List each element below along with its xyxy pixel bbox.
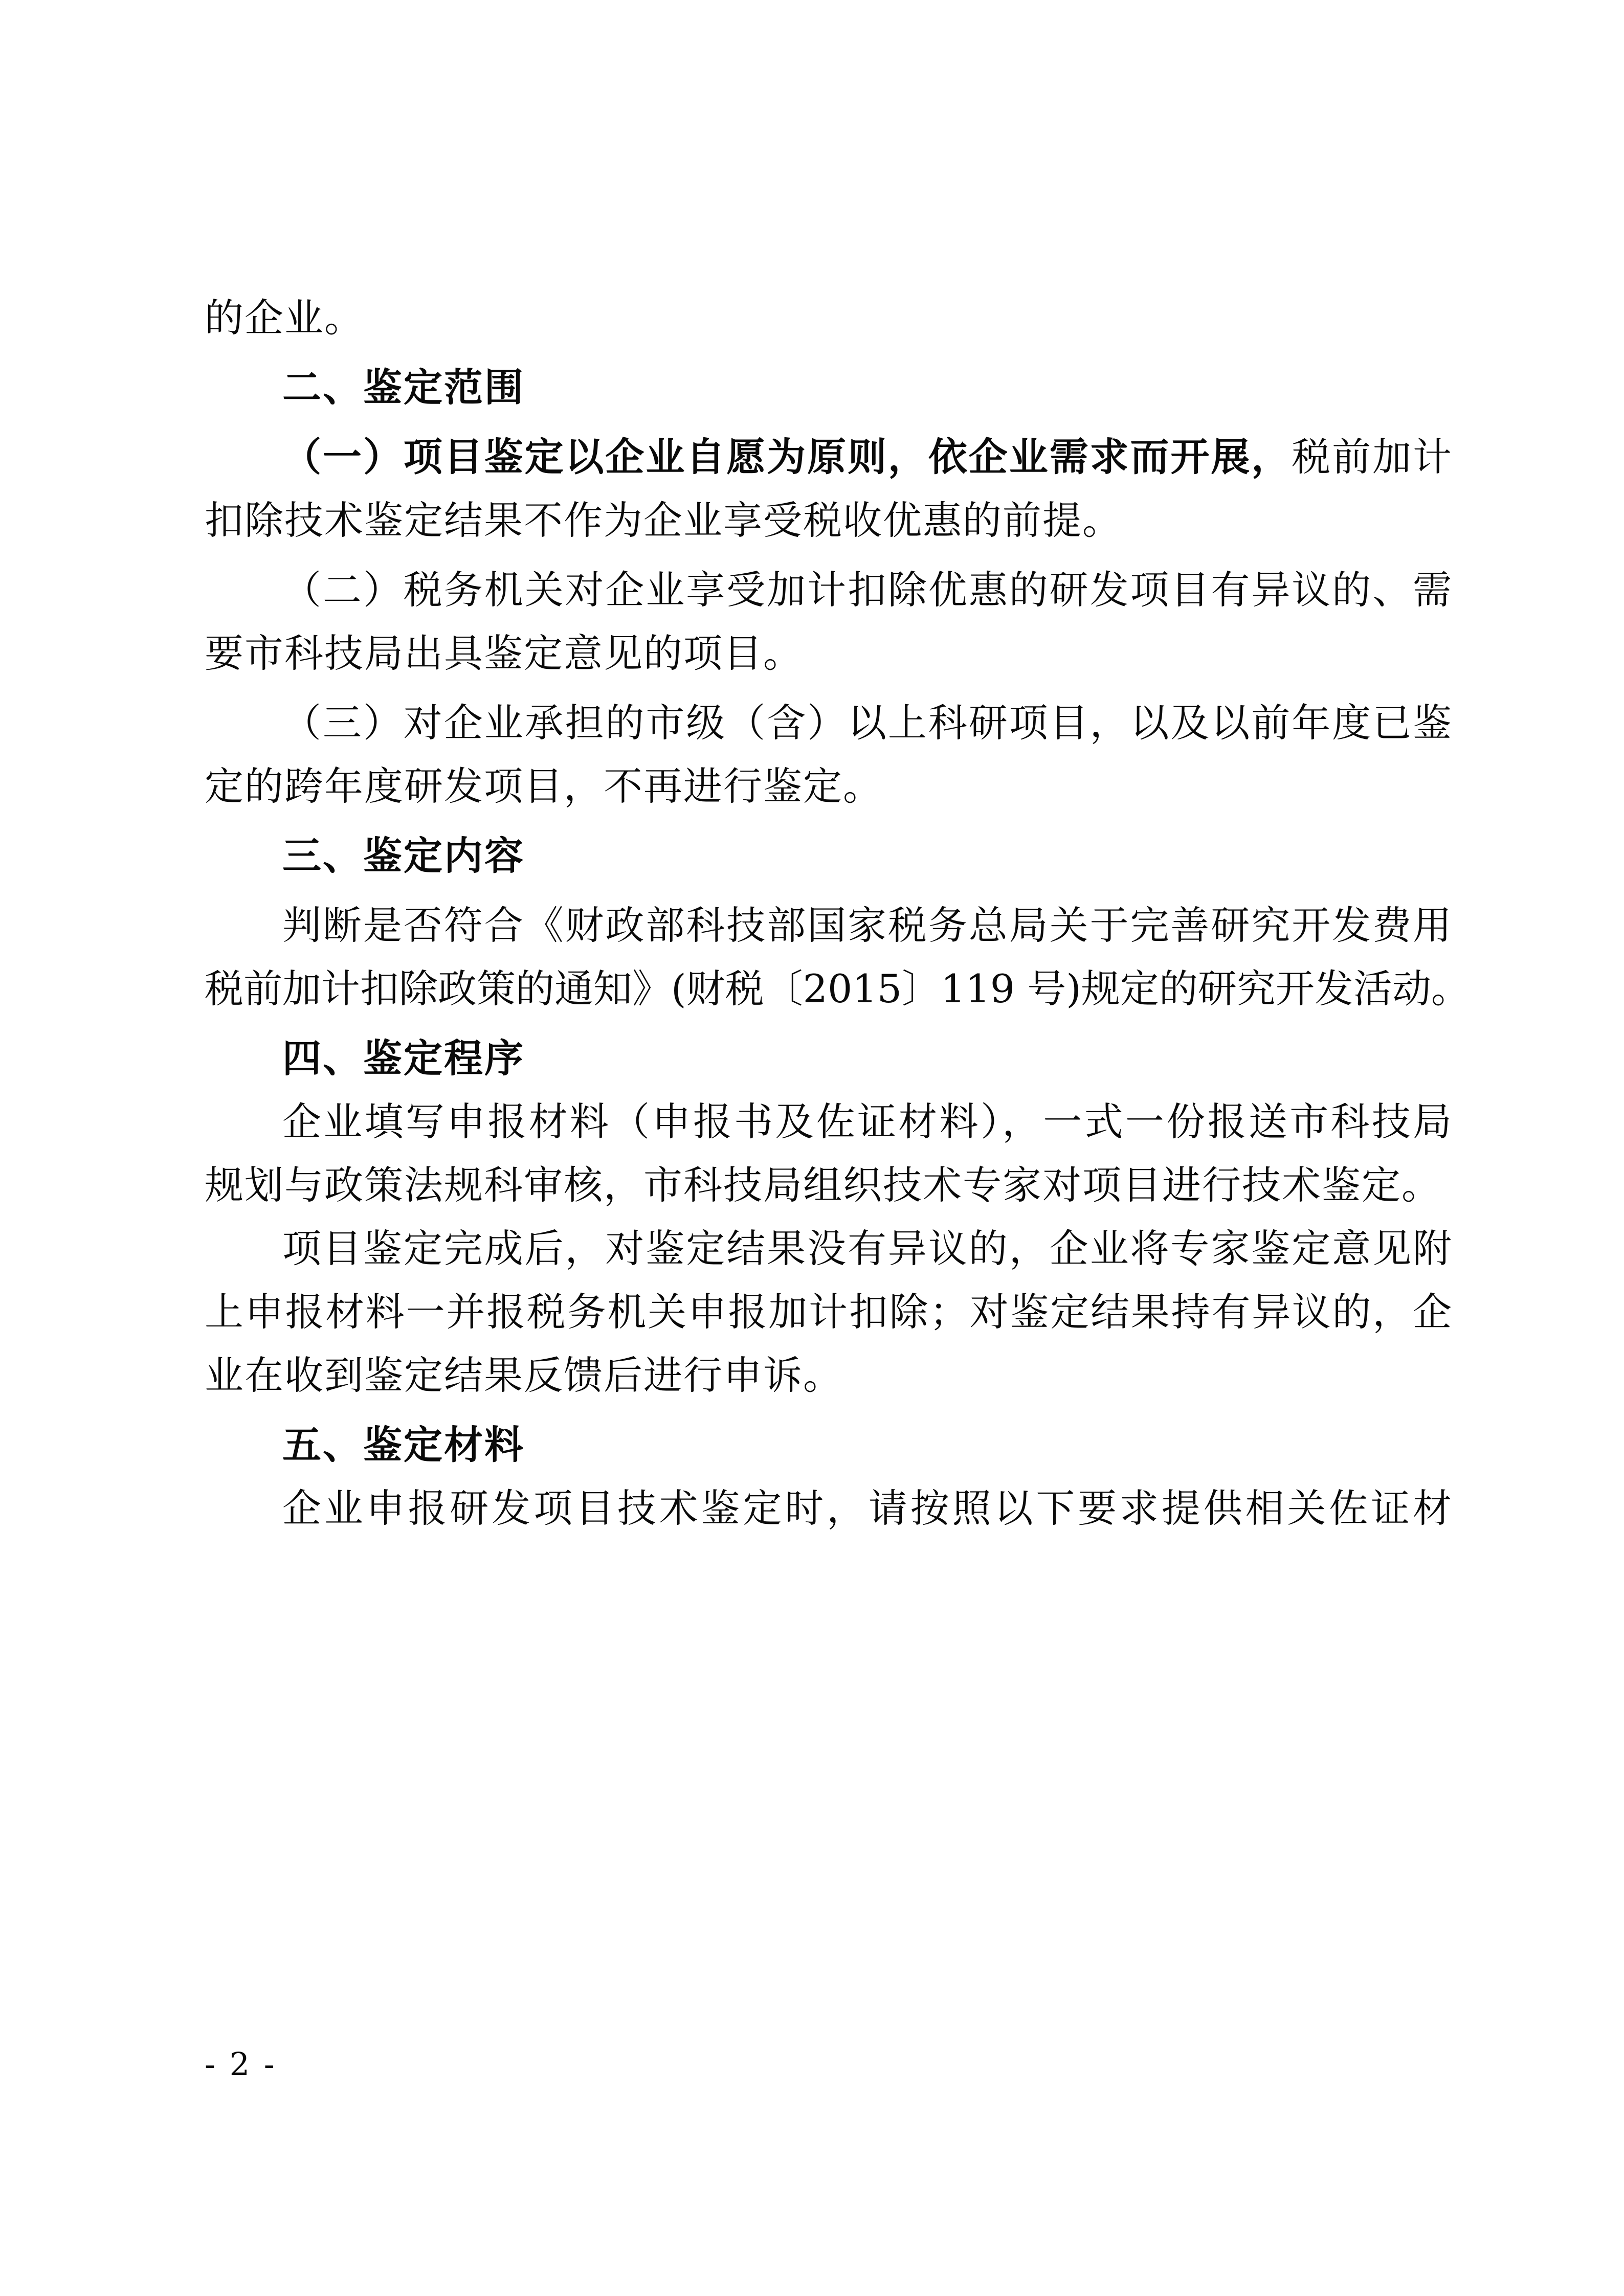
spacer [205, 888, 1453, 894]
body-line: 要市科技局出具鉴定意见的项目。 [205, 631, 803, 676]
body-line [205, 425, 1453, 489]
spacer [205, 1021, 1453, 1027]
body-line-rest: 税前加计 [1292, 434, 1453, 480]
body-line: 定的跨年度研发项目，不再进行鉴定。 [205, 763, 883, 809]
body-line: 的企业。 [205, 295, 364, 341]
spacer [205, 419, 1453, 425]
heading-section-4 [205, 1027, 1453, 1090]
heading-section-2 [205, 356, 1453, 419]
paragraph-item-3 [205, 691, 1453, 818]
body-line: 业在收到鉴定结果反馈后进行申诉。 [205, 1353, 843, 1398]
document-body [205, 286, 1470, 1540]
body-line: 税前加计扣除政策的通知》(财税〔2015〕119 号)规定的研究开发活动。 [205, 966, 1470, 1011]
spacer [205, 350, 1453, 356]
body-line: 企业申报研发项目技术鉴定时，请按照以下要求提供相关佐证材 [282, 1485, 1453, 1531]
paragraph-item-1 [205, 425, 1453, 552]
body-line: 企业填写申报材料（申报书及佐证材料），一式一份报送市科技局 [282, 1099, 1453, 1144]
paragraph-item-2 [205, 558, 1453, 685]
body-line: 规划与政策法规科审核，市科技局组织技术专家对项目进行技术鉴定。 [205, 1162, 1441, 1208]
heading-text: 二、鉴定范围 [282, 365, 525, 410]
body-line: 判断是否符合《财政部科技部国家税务总局关于完善研究开发费用 [282, 903, 1453, 948]
spacer [205, 552, 1453, 558]
paragraph-section-4-body-1 [205, 1090, 1453, 1217]
spacer [205, 1407, 1453, 1413]
spacer [205, 818, 1453, 824]
heading-section-5 [205, 1413, 1453, 1477]
paragraph-section-3-body [205, 894, 1470, 1021]
body-line: 扣除技术鉴定结果不作为企业享受税收优惠的前提。 [205, 498, 1122, 543]
body-line: （三）对企业承担的市级（含）以上科研项目，以及以前年度已鉴 [282, 700, 1453, 746]
body-line: 上申报材料一并报税务机关申报加计扣除；对鉴定结果持有异议的，企 [205, 1289, 1453, 1335]
body-line: （二）税务机关对企业享受加计扣除优惠的研发项目有异议的、需 [282, 567, 1453, 613]
page-number: - 2 - [205, 2045, 277, 2083]
bold-run: （一）项目鉴定以企业自愿为原则，依企业需求而开展， [282, 434, 1292, 480]
heading-text: 三、鉴定内容 [282, 833, 525, 879]
spacer [205, 685, 1453, 691]
heading-text: 四、鉴定程序 [282, 1036, 525, 1081]
paragraph-section-4-body-2 [205, 1217, 1453, 1407]
paragraph-section-5-body [205, 1477, 1453, 1540]
heading-text: 五、鉴定材料 [282, 1422, 525, 1468]
heading-section-3 [205, 824, 1453, 888]
paragraph-carryover-enterprise [205, 286, 1453, 350]
body-line: 项目鉴定完成后，对鉴定结果没有异议的，企业将专家鉴定意见附 [282, 1226, 1453, 1271]
